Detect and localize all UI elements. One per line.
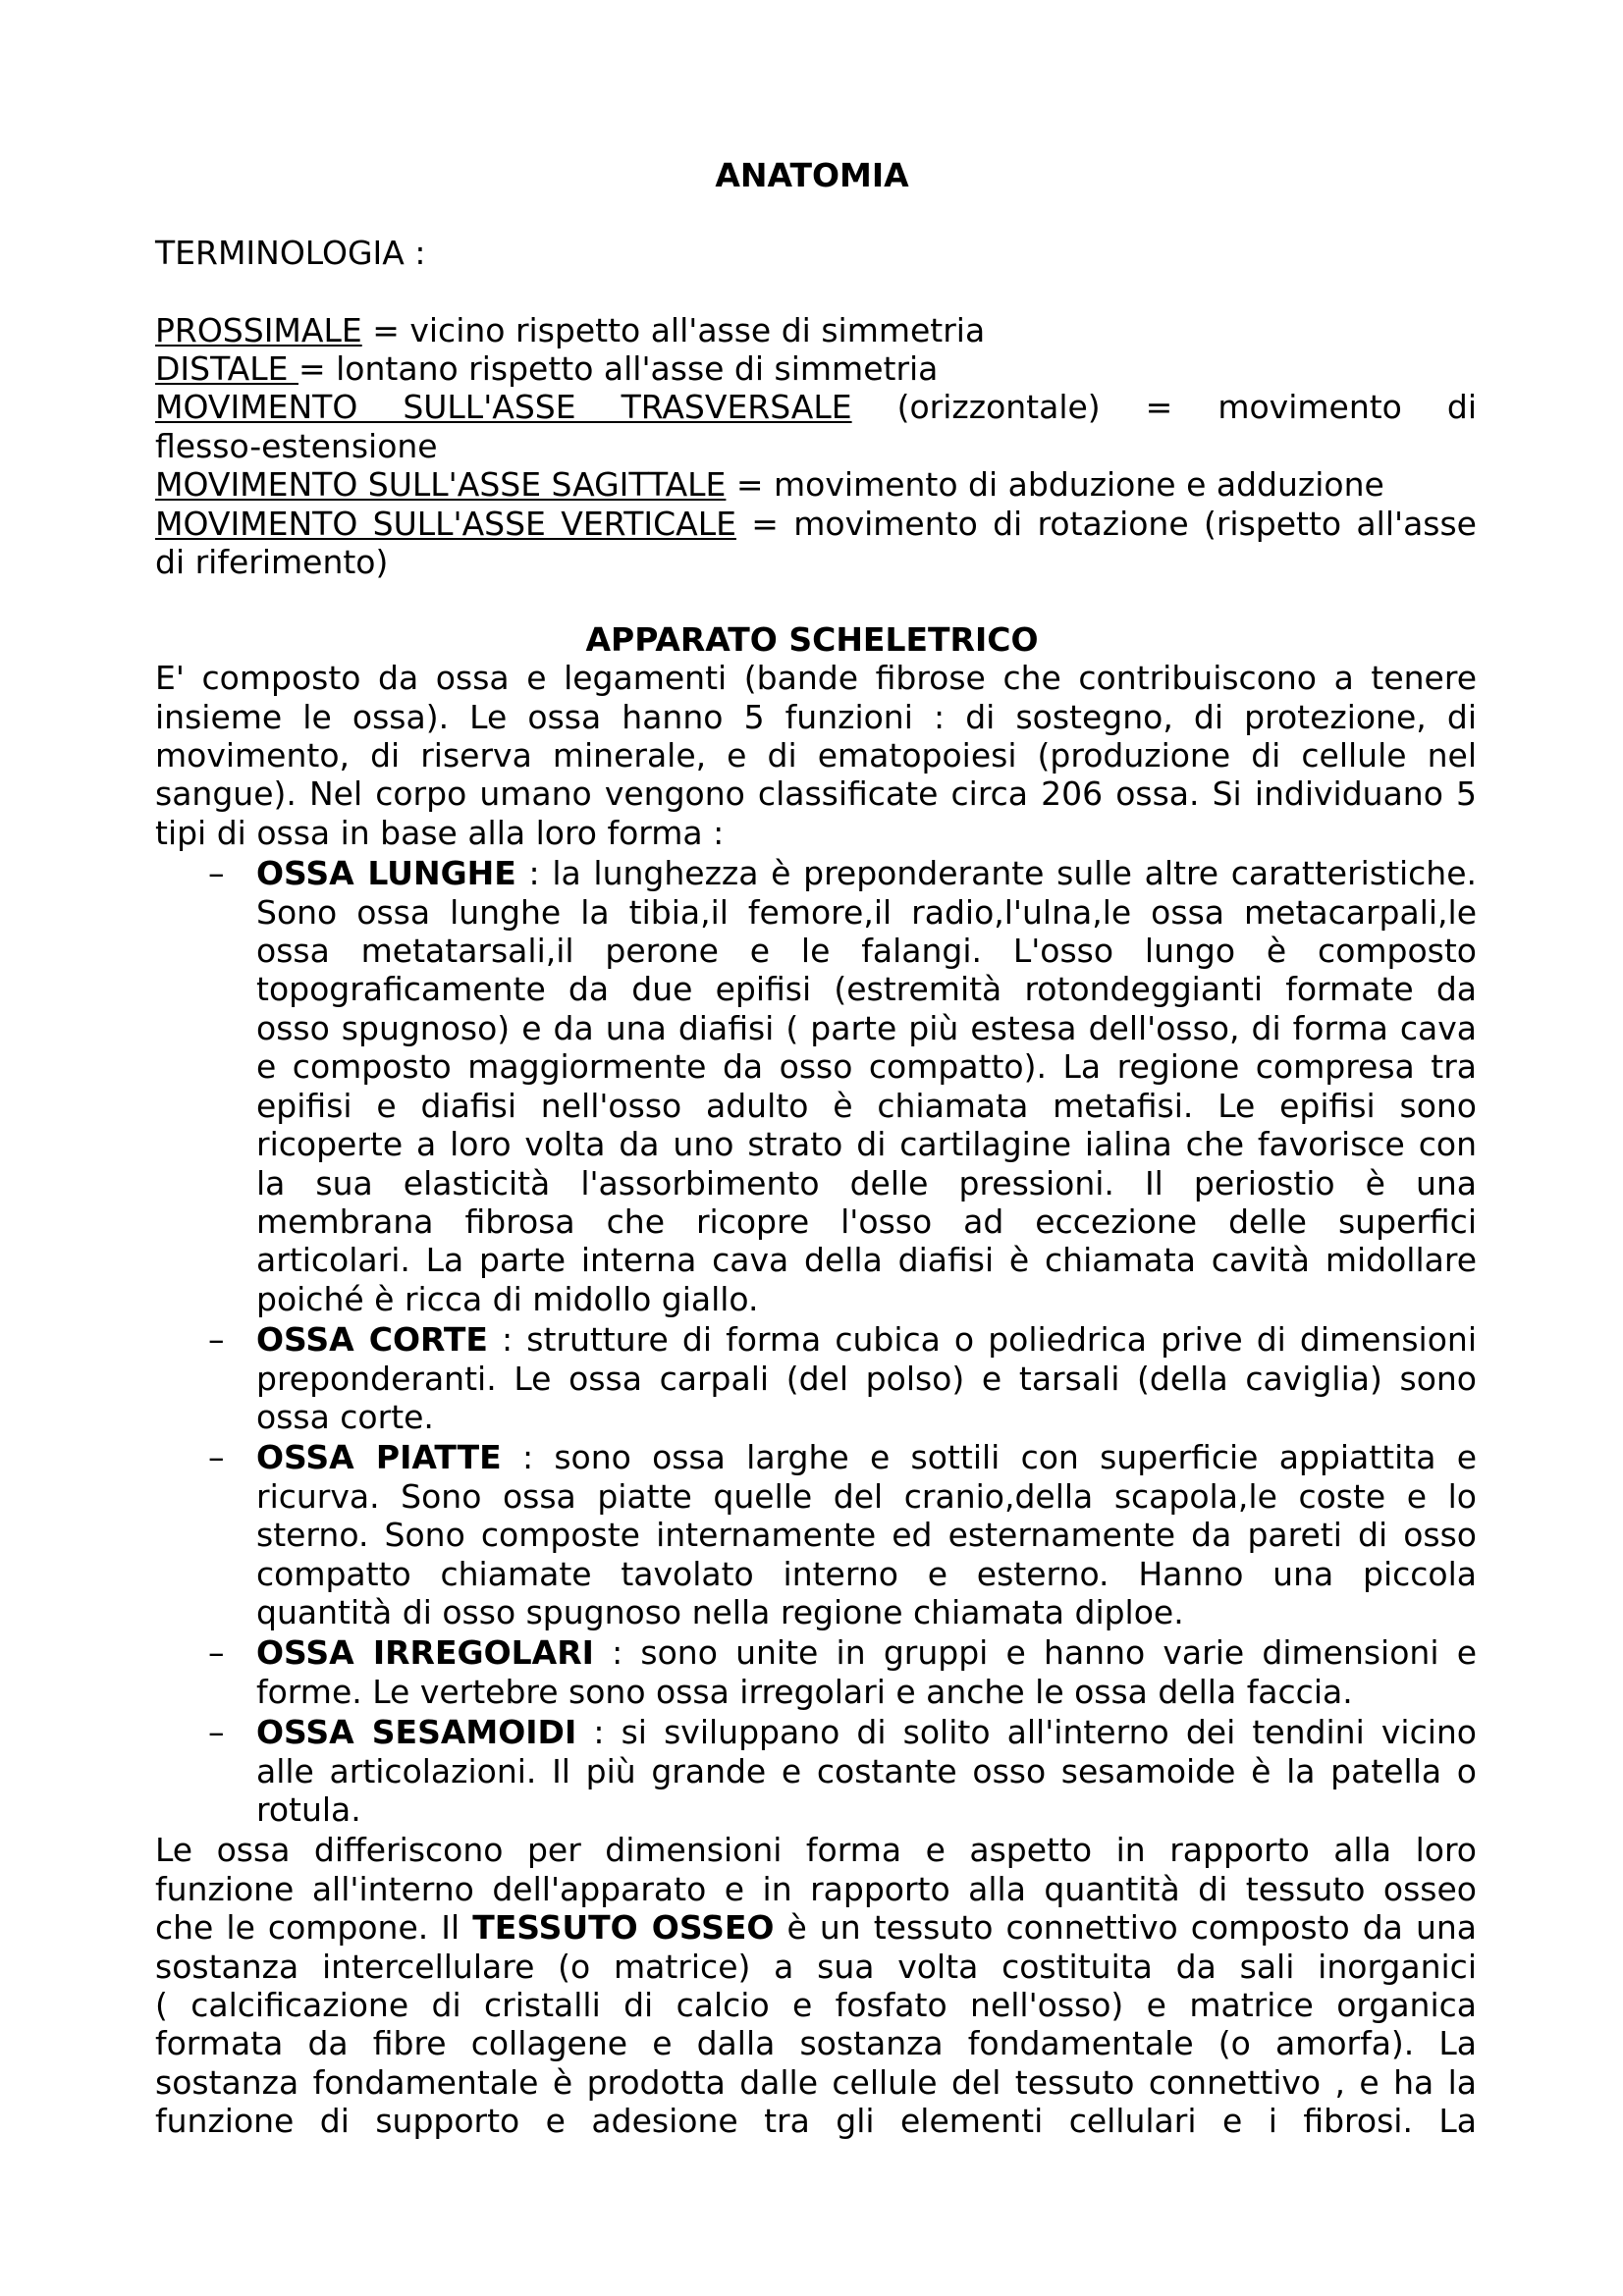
term: MOVIMENTO SULL'ASSE TRASVERSALE — [155, 388, 852, 427]
text-line: Le ossa differiscono per dimensioni forma e aspetto in rapporto alla loro — [155, 1831, 1477, 1870]
list-marker: – — [208, 854, 225, 893]
terminology-entry — [155, 505, 1477, 543]
bone-type-description: : sono unite in gruppi e hanno varie dimensioni e — [593, 1633, 1477, 1673]
terminology-entry — [155, 388, 1477, 426]
text-line: epifisi e diafisi nell'osso adulto è chiamata metafisi. Le epifisi sono — [256, 1086, 1477, 1125]
blank-line — [155, 194, 1477, 233]
bone-type-term: OSSA PIATTE — [256, 1438, 502, 1477]
bone-type-description: : la lunghezza è preponderante sulle altre caratteristiche. — [515, 854, 1478, 893]
text-line: funzione all'interno dell'apparato e in rapporto alla quantità di tessuto osseo — [155, 1869, 1477, 1908]
list-marker: – — [208, 1713, 225, 1752]
text-line: tipi di ossa in base alla loro forma : — [155, 813, 725, 852]
text-line: rotula. — [256, 1790, 361, 1830]
text-line: sostanza intercellulare (o matrice) a sua volta costituita da sali inorganici — [155, 1947, 1477, 1986]
term: MOVIMENTO SULL'ASSE VERTICALE — [155, 504, 736, 543]
text-line: preponderanti. Le ossa carpali (del polso) e tarsali (della caviglia) sono — [256, 1359, 1477, 1398]
section-heading: APPARATO SCHELETRICO — [585, 619, 1039, 659]
bone-type-item — [208, 1320, 1477, 1436]
terminology-entry — [155, 465, 1477, 504]
terminology-entry — [155, 311, 1477, 349]
text-line — [256, 1713, 1477, 1751]
text-line: topograficamente da due epifisi (estremità rotondeggianti formate da — [256, 970, 1477, 1009]
term: MOVIMENTO SULL'ASSE SAGITTALE — [155, 465, 727, 505]
text-line: insieme le ossa). Le ossa hanno 5 funzioni : di sostegno, di protezione, di — [155, 697, 1477, 736]
text-line: poiché è ricca di midollo giallo. — [256, 1279, 759, 1318]
bone-type-item — [208, 1438, 1477, 1631]
text-line: sostanza fondamentale è prodotta dalle cellule del tessuto connettivo , e ha la — [155, 2062, 1477, 2102]
text-line: Sono ossa lunghe la tibia,il femore,il radio,l'ulna,le ossa metacarpali,le — [256, 892, 1477, 932]
text-line: ossa corte. — [256, 1397, 434, 1436]
terminology-entry — [155, 349, 1477, 388]
text-line: ( calcificazione di cristalli di calcio e fosfato nell'osso) e matrice organica — [155, 1986, 1477, 2025]
text-line: osso spugnoso) e da una diafisi ( parte più estesa dell'osso, di forma cava — [256, 1008, 1477, 1047]
text-line: funzione di supporto e adesione tra gli elementi cellulari e i fibrosi. La — [155, 2102, 1477, 2141]
bone-type-item — [208, 1633, 1477, 1711]
text-segment: che le compone. Il — [155, 1908, 473, 1948]
term: PROSSIMALE — [155, 310, 362, 349]
document-title: ANATOMIA — [715, 156, 909, 194]
key-term: TESSUTO OSSEO — [472, 1908, 775, 1948]
blank-line — [155, 272, 1477, 310]
text-segment: è un tessuto connettivo composto da una — [774, 1908, 1477, 1948]
text-line: sangue). Nel corpo umano vengono classificate circa 206 ossa. Si individuano 5 — [155, 774, 1477, 814]
bone-type-term: OSSA LUNGHE — [256, 854, 516, 893]
bone-type-term: OSSA IRREGOLARI — [256, 1633, 594, 1673]
text-line — [256, 1438, 1477, 1476]
text-line: ricoperte a loro volta da uno strato di cartilagine ialina che favorisce con — [256, 1125, 1477, 1164]
text-line: articolari. La parte interna cava della diafisi è chiamata cavità midollare — [256, 1241, 1477, 1280]
text-line — [155, 1908, 1477, 1947]
text-line: e composto maggiormente da osso compatto). La regione compresa tra — [256, 1047, 1477, 1087]
text-line — [256, 1320, 1477, 1359]
bone-type-item — [208, 1713, 1477, 1830]
bone-type-item — [208, 854, 1478, 1318]
bone-type-term: OSSA CORTE — [256, 1320, 488, 1360]
text-line — [256, 1633, 1477, 1672]
text-line: formata da fibre collagene e dalla sostanza fondamentale (o amorfa). La — [155, 2024, 1477, 2063]
term-definition-continuation: di riferimento) — [155, 543, 389, 582]
text-line: ricurva. Sono ossa piatte quelle del cranio,della scapola,le coste e lo — [256, 1476, 1477, 1516]
term-definition-continuation: flesso-estensione — [155, 426, 438, 465]
bone-types-list — [155, 854, 1477, 1829]
bone-type-description: : si sviluppano di solito all'interno dei tendini vicino — [576, 1713, 1477, 1752]
text-line — [256, 854, 1477, 892]
list-marker: – — [208, 1438, 225, 1477]
closing-paragraph — [155, 1831, 1477, 2140]
bone-type-description: : strutture di forma cubica o poliedrica prive di dimensioni — [487, 1320, 1477, 1360]
text-line: alle articolazioni. Il più grande e costante osso sesamoide è la patella o — [256, 1751, 1477, 1790]
blank-line — [155, 581, 1477, 619]
bone-type-term: OSSA SESAMOIDI — [256, 1713, 577, 1752]
intro-paragraph — [155, 659, 1477, 852]
list-marker: – — [208, 1320, 225, 1360]
list-marker: – — [208, 1633, 225, 1673]
document-page — [155, 156, 1477, 2141]
bone-type-description: : sono ossa larghe e sottili con superficie appiattita e — [501, 1438, 1477, 1477]
text-line: la sua elasticità l'assorbimento delle pressioni. Il periostio è una — [256, 1163, 1477, 1202]
term-definition: (orizzontale) = movimento di — [851, 388, 1477, 427]
text-line: membrana fibrosa che ricopre l'osso ad eccezione delle superfici — [256, 1201, 1477, 1241]
text-line: ossa metatarsali,il perone e le falangi. L'osso lungo è composto — [256, 932, 1477, 971]
text-line: E' composto da ossa e legamenti (bande fibrose che contribuiscono a tenere — [155, 659, 1477, 698]
text-line: compatto chiamate tavolato interno e esterno. Hanno una piccola — [256, 1554, 1477, 1593]
term-definition: = movimento di abduzione e adduzione — [726, 465, 1384, 505]
text-line: movimento, di riserva minerale, e di ematopoiesi (produzione di cellule nel — [155, 736, 1477, 775]
term: DISTALE — [155, 349, 298, 388]
text-line: forme. Le vertebre sono ossa irregolari e anche le ossa della faccia. — [256, 1672, 1353, 1711]
term-definition: = lontano rispetto all'asse di simmetria — [298, 349, 939, 388]
text-line: quantità di osso spugnoso nella regione chiamata diploe. — [256, 1592, 1184, 1631]
term-definition: = vicino rispetto all'asse di simmetria — [361, 310, 986, 349]
text-line: sterno. Sono composte internamente ed esternamente da pareti di osso — [256, 1516, 1477, 1555]
terminology-heading: TERMINOLOGIA : — [155, 233, 426, 272]
term-definition: = movimento di rotazione (rispetto all'asse — [735, 504, 1477, 543]
